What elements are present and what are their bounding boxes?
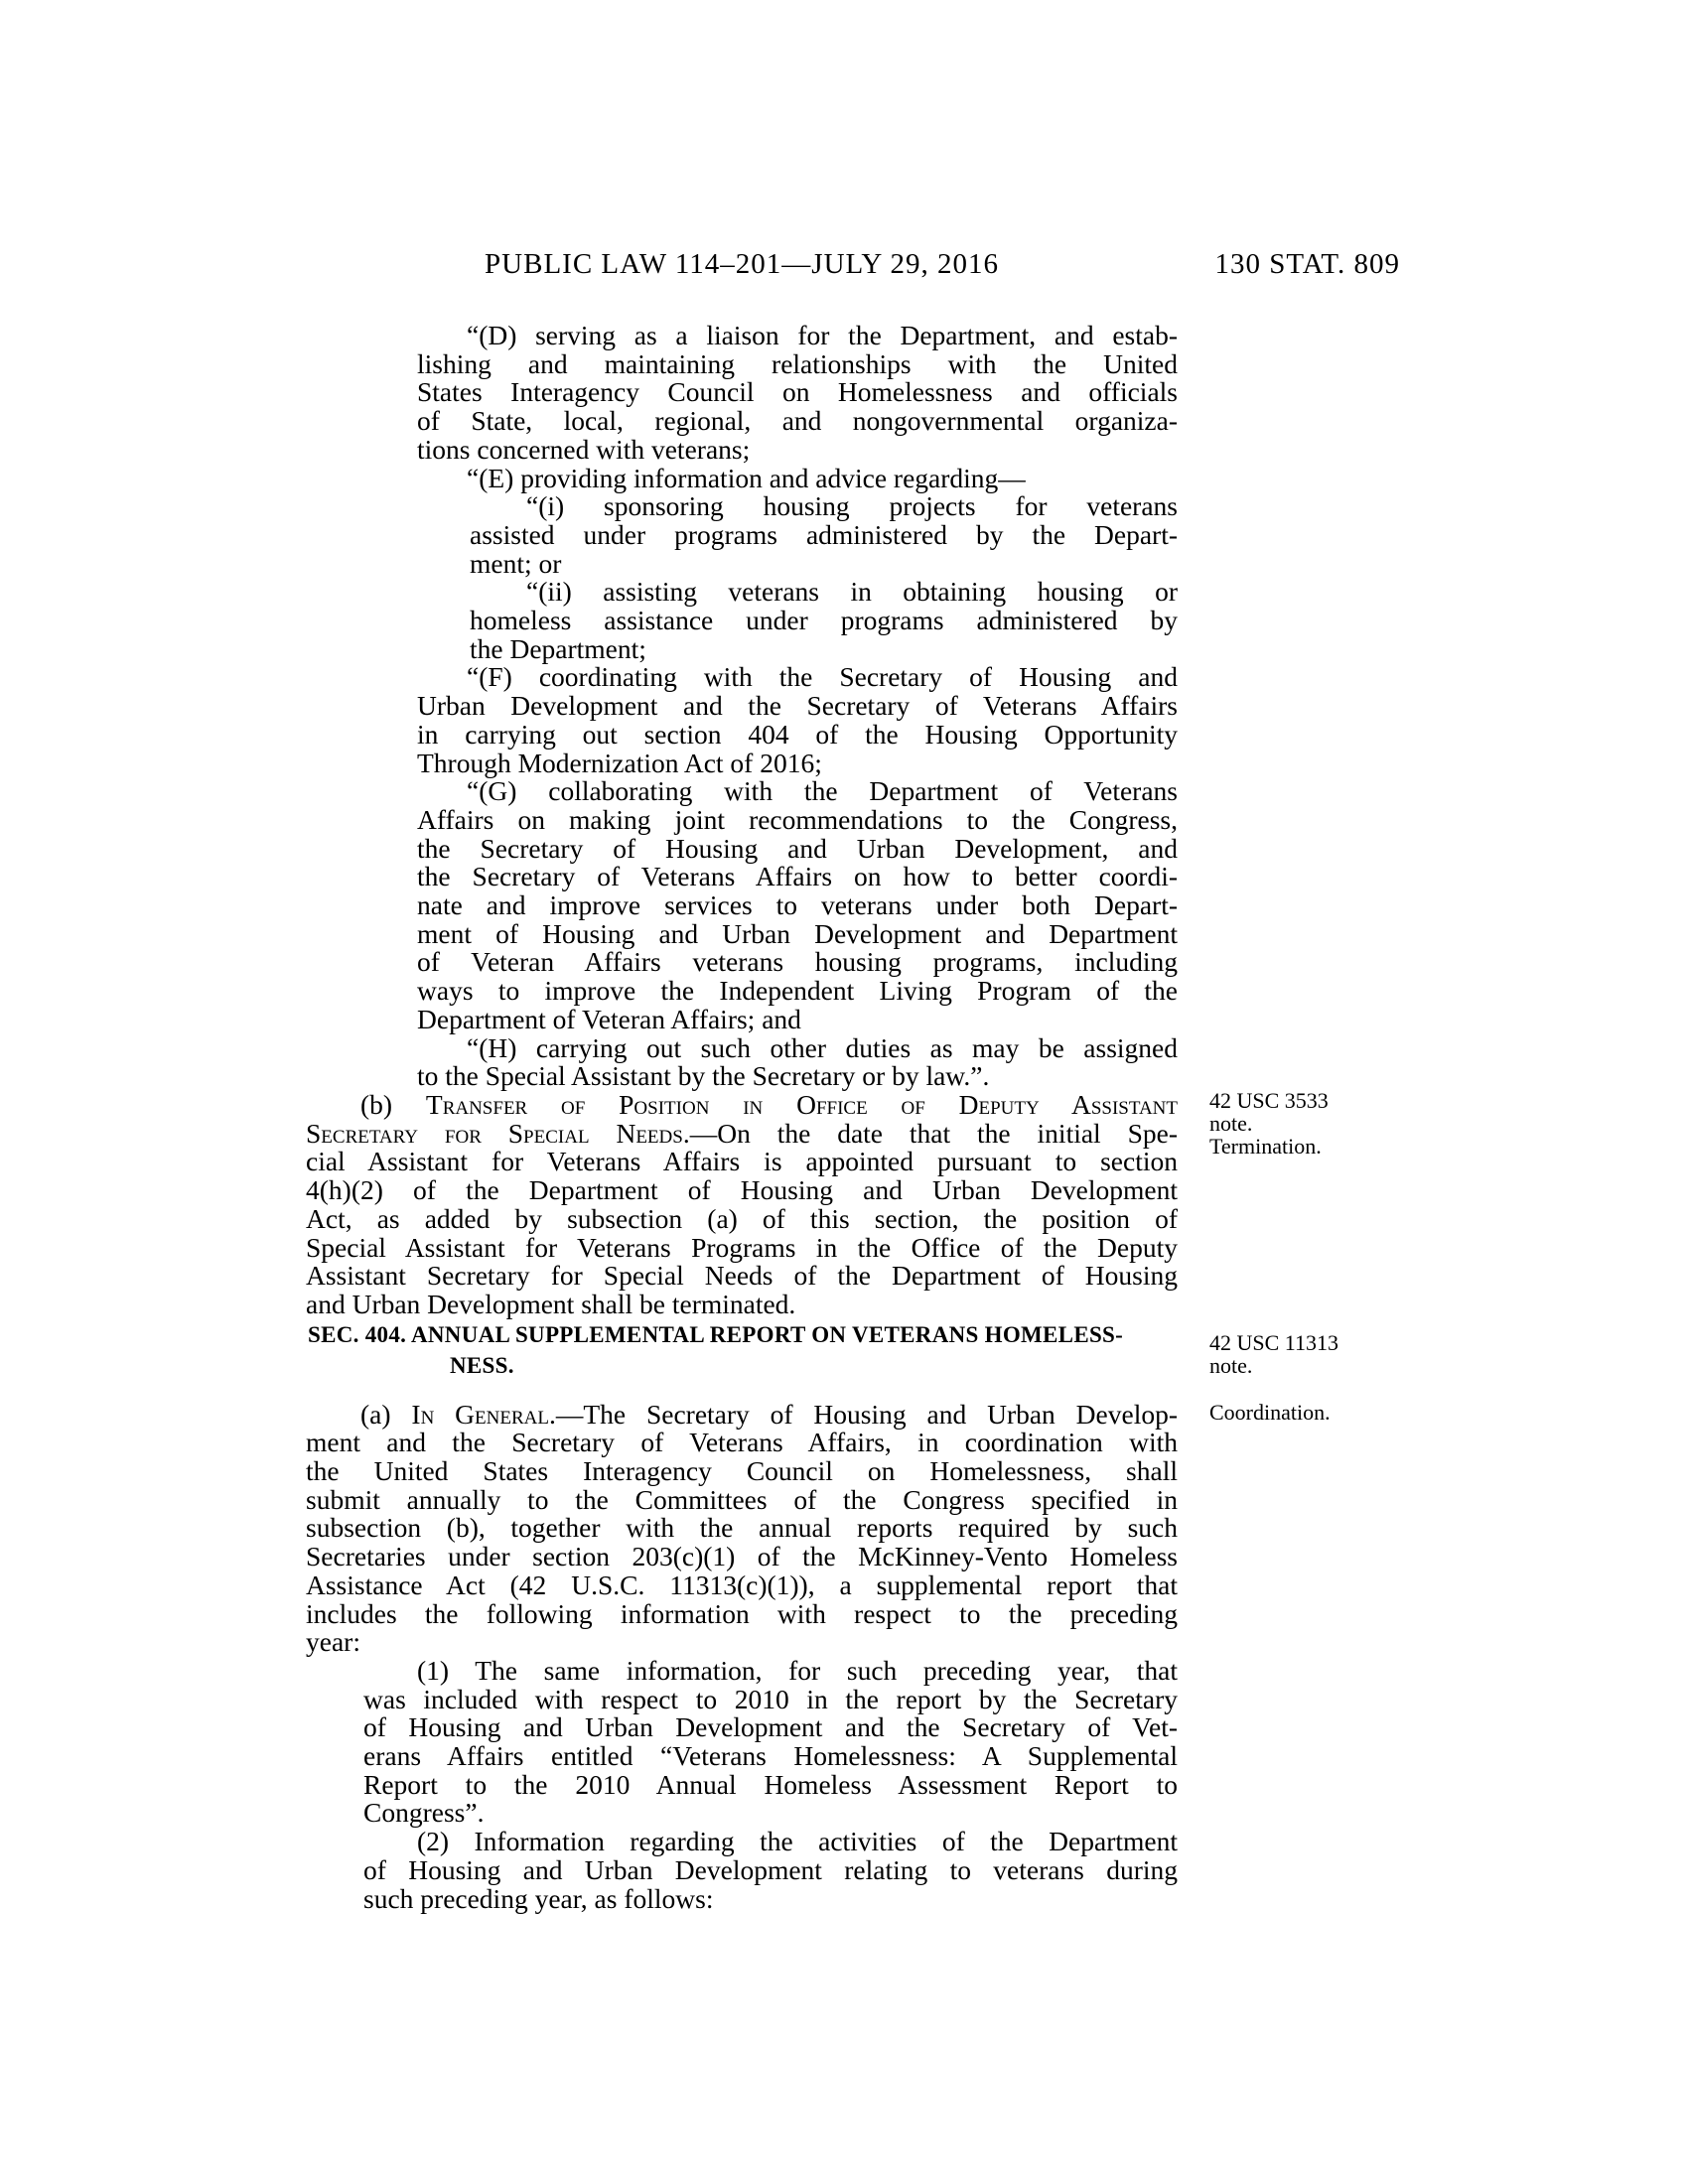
text-line: [306, 863, 1178, 891]
subsection-a: [306, 1398, 1179, 1658]
subparagraph-E: [306, 462, 1178, 493]
text-segment: Secretaries under section 203(c)(1) of the McKinney-Vento Homeless: [306, 1541, 1178, 1572]
text-segment: “(ii) assisting veterans in obtaining housing or: [526, 576, 1178, 608]
text-line: [306, 1882, 1178, 1914]
text-segment: nate and improve services to veterans under both Depart-: [417, 889, 1178, 921]
text-segment: (b): [360, 1088, 426, 1120]
text-line: [306, 692, 1178, 721]
text-line: [306, 347, 1178, 379]
text-line: [306, 1457, 1178, 1486]
text-line: [306, 1713, 1178, 1742]
text-line: [306, 1828, 1178, 1856]
text-line: [306, 1514, 1178, 1543]
text-line: [306, 1062, 1178, 1091]
text-segment: NESS.: [450, 1352, 514, 1378]
text-segment: the United States Interagency Council on Homelessness, shall: [306, 1455, 1178, 1487]
text-line: [306, 1319, 1178, 1350]
text-segment: submit annually to the Committees of the Congress specified in: [306, 1483, 1178, 1515]
text-segment: the Department;: [470, 632, 646, 664]
subsection-b: [306, 1088, 1179, 1319]
text-line: [306, 1088, 1178, 1120]
text-segment: was included with respect to 2010 in the report by the Secretary: [363, 1683, 1178, 1714]
subparagraph-G: [306, 777, 1178, 1033]
text-line: [306, 1003, 1178, 1034]
running-header-law-title: PUBLIC LAW 114–201—JULY 29, 2016: [485, 248, 999, 280]
text-segment: of Housing and Urban Development and the Secretary of Vet-: [363, 1711, 1178, 1743]
text-line: [306, 378, 1178, 407]
small-caps-text: In General: [411, 1398, 549, 1430]
margin-note-line: Coordination.: [1209, 1400, 1331, 1425]
text-segment: year:: [306, 1626, 360, 1658]
text-line: [306, 1799, 1178, 1828]
text-line: [306, 492, 1178, 521]
text-segment: .—On the date that the initial Spe-: [682, 1117, 1179, 1149]
text-segment: of Veteran Affairs veterans housing programs, including: [417, 946, 1178, 978]
text-segment: “(F) coordinating with the Secretary of Housing and: [467, 661, 1178, 693]
text-line: [306, 1350, 1178, 1381]
text-line: [306, 1176, 1178, 1205]
text-segment: homeless assistance under programs administered by: [470, 605, 1178, 636]
clause-ii: [306, 578, 1178, 663]
text-segment: “(D) serving as a liaison for the Department, and estab-: [467, 320, 1178, 350]
text-segment: ment and the Secretary of Veterans Affairs, in coordination with: [306, 1427, 1178, 1458]
text-line: [306, 1117, 1179, 1149]
running-header-stat-number: 130 STAT. 809: [1214, 248, 1400, 280]
text-segment: (2) Information regarding the activities of the Department: [417, 1826, 1178, 1857]
text-line: [306, 407, 1178, 436]
text-segment: tions concerned with veterans;: [417, 433, 751, 465]
section-404-heading: [306, 1319, 1178, 1381]
text-line: [306, 1628, 1178, 1657]
text-line: [306, 718, 1178, 750]
text-segment: to the Special Assistant by the Secretary or by law.”.: [417, 1060, 990, 1092]
text-line: [306, 948, 1178, 977]
text-segment: in carrying out section 404 of the Housing Opportunity: [417, 718, 1178, 750]
text-segment: Through Modernization Act of 2016;: [417, 747, 822, 778]
text-line: [306, 1429, 1178, 1457]
paragraph-1: [306, 1654, 1178, 1829]
text-line: [306, 1483, 1178, 1515]
text-line: [306, 1262, 1178, 1291]
text-segment: Department of Veteran Affairs; and: [417, 1003, 801, 1034]
subparagraph-F: [306, 663, 1178, 777]
text-line: [306, 1768, 1178, 1800]
subparagraph-H: [306, 1031, 1178, 1092]
text-segment: of State, local, regional, and nongovernmental organiza-: [417, 405, 1178, 437]
text-segment: of Housing and Urban Development relating to veterans during: [363, 1853, 1178, 1885]
subparagraph-D: [306, 322, 1178, 465]
text-line: [306, 632, 1178, 664]
text-line: [306, 1398, 1179, 1430]
text-segment: lishing and maintaining relationships with the United: [417, 347, 1178, 379]
margin-note-usc-citation: [1209, 1331, 1408, 1377]
text-line: [306, 917, 1178, 949]
text-line: [306, 322, 1178, 350]
text-segment: subsection (b), together with the annual reports required by such: [306, 1512, 1178, 1544]
text-line: [306, 777, 1178, 806]
text-segment: .—The Secretary of Housing and Urban Develop-: [548, 1398, 1179, 1430]
text-segment: Special Assistant for Veterans Programs in the Office of the Deputy: [306, 1231, 1178, 1263]
margin-note-line: 42 USC 3533: [1209, 1088, 1329, 1113]
text-segment: ways to improve the Independent Living Program of the: [417, 975, 1178, 1007]
text-line: [306, 518, 1178, 550]
text-segment: ment; or: [470, 547, 562, 579]
text-segment: SEC. 404. ANNUAL SUPPLEMENTAL REPORT ON VETERANS HOMELESS-: [308, 1321, 1124, 1347]
text-segment: States Interagency Council on Homelessness and officials: [417, 376, 1178, 408]
text-line: [306, 1654, 1178, 1686]
text-line: [306, 1853, 1178, 1885]
margin-note-line: 42 USC 11313: [1209, 1330, 1338, 1355]
text-line: [306, 433, 1178, 465]
text-line: [306, 747, 1178, 778]
margin-note-coordination: [1209, 1401, 1408, 1424]
text-segment: erans Affairs entitled “Veterans Homelessness: A Supplemental: [363, 1740, 1178, 1772]
text-segment: “(G) collaborating with the Department of Veterans: [467, 775, 1178, 807]
text-line: [306, 607, 1178, 635]
margin-note-line: note.: [1209, 1353, 1253, 1378]
margin-note-line: note.: [1209, 1111, 1253, 1136]
text-segment: Act, as added by subsection (a) of this section, the position of: [306, 1202, 1178, 1234]
text-line: [306, 462, 1178, 493]
text-segment: “(E) providing information and advice regarding—: [467, 462, 1026, 493]
text-segment: Urban Development and the Secretary of Veterans Affairs: [417, 690, 1178, 722]
text-segment: the Secretary of Veterans Affairs on how to better coordi-: [417, 861, 1178, 892]
text-segment: Assistance Act (42 U.S.C. 11313(c)(1)), a supplemental report that: [306, 1569, 1178, 1600]
text-segment: “(H) carrying out such other duties as may be assigned: [467, 1031, 1178, 1063]
text-segment: the Secretary of Housing and Urban Development, and: [417, 832, 1178, 864]
clause-i: [306, 492, 1178, 578]
text-segment: assisted under programs administered by the Depart-: [470, 518, 1178, 550]
text-line: [306, 1597, 1178, 1629]
text-line: [306, 832, 1178, 864]
text-segment: Affairs on making joint recommendations to the Congress,: [417, 803, 1178, 835]
text-segment: such preceding year, as follows:: [363, 1882, 714, 1914]
text-line: [306, 1031, 1178, 1063]
text-line: [306, 1742, 1178, 1771]
text-line: [306, 891, 1178, 920]
text-segment: 4(h)(2) of the Department of Housing and Urban Development: [306, 1174, 1178, 1206]
text-segment: (1) The same information, for such preceding year, that: [417, 1654, 1178, 1686]
text-segment: (a): [360, 1398, 412, 1430]
text-segment: and Urban Development shall be terminated.: [306, 1288, 796, 1319]
text-segment: includes the following information with respect to the preceding: [306, 1597, 1178, 1629]
text-line: [306, 1571, 1178, 1600]
text-line: [306, 1683, 1178, 1714]
margin-note-termination: [1209, 1089, 1408, 1158]
body-text: [306, 322, 1178, 1913]
paragraph-2: [306, 1828, 1178, 1913]
text-line: [306, 663, 1178, 692]
text-line: [306, 1148, 1178, 1176]
text-segment: cial Assistant for Veterans Affairs is appointed pursuant to section: [306, 1146, 1178, 1177]
small-caps-text: Transfer of Position in Office of Deputy Assistant: [425, 1088, 1178, 1120]
text-line: [306, 803, 1178, 835]
text-segment: “(i) sponsoring housing projects for veterans: [526, 490, 1178, 522]
text-line: [306, 547, 1178, 579]
text-line: [306, 578, 1178, 607]
text-segment: ment of Housing and Urban Development and Department: [417, 917, 1178, 949]
text-line: [306, 977, 1178, 1006]
text-line: [306, 1543, 1178, 1571]
text-segment: Congress”.: [363, 1797, 485, 1829]
text-segment: Assistant Secretary for Special Needs of the Department of Housing: [306, 1260, 1178, 1292]
text-line: [306, 1231, 1178, 1263]
text-segment: Report to the 2010 Annual Homeless Assessment Report to: [363, 1768, 1178, 1800]
small-caps-text: Secretary for Special Needs: [306, 1117, 683, 1149]
text-line: [306, 1202, 1178, 1234]
text-line: [306, 1288, 1178, 1319]
margin-note-line: Termination.: [1209, 1134, 1322, 1159]
